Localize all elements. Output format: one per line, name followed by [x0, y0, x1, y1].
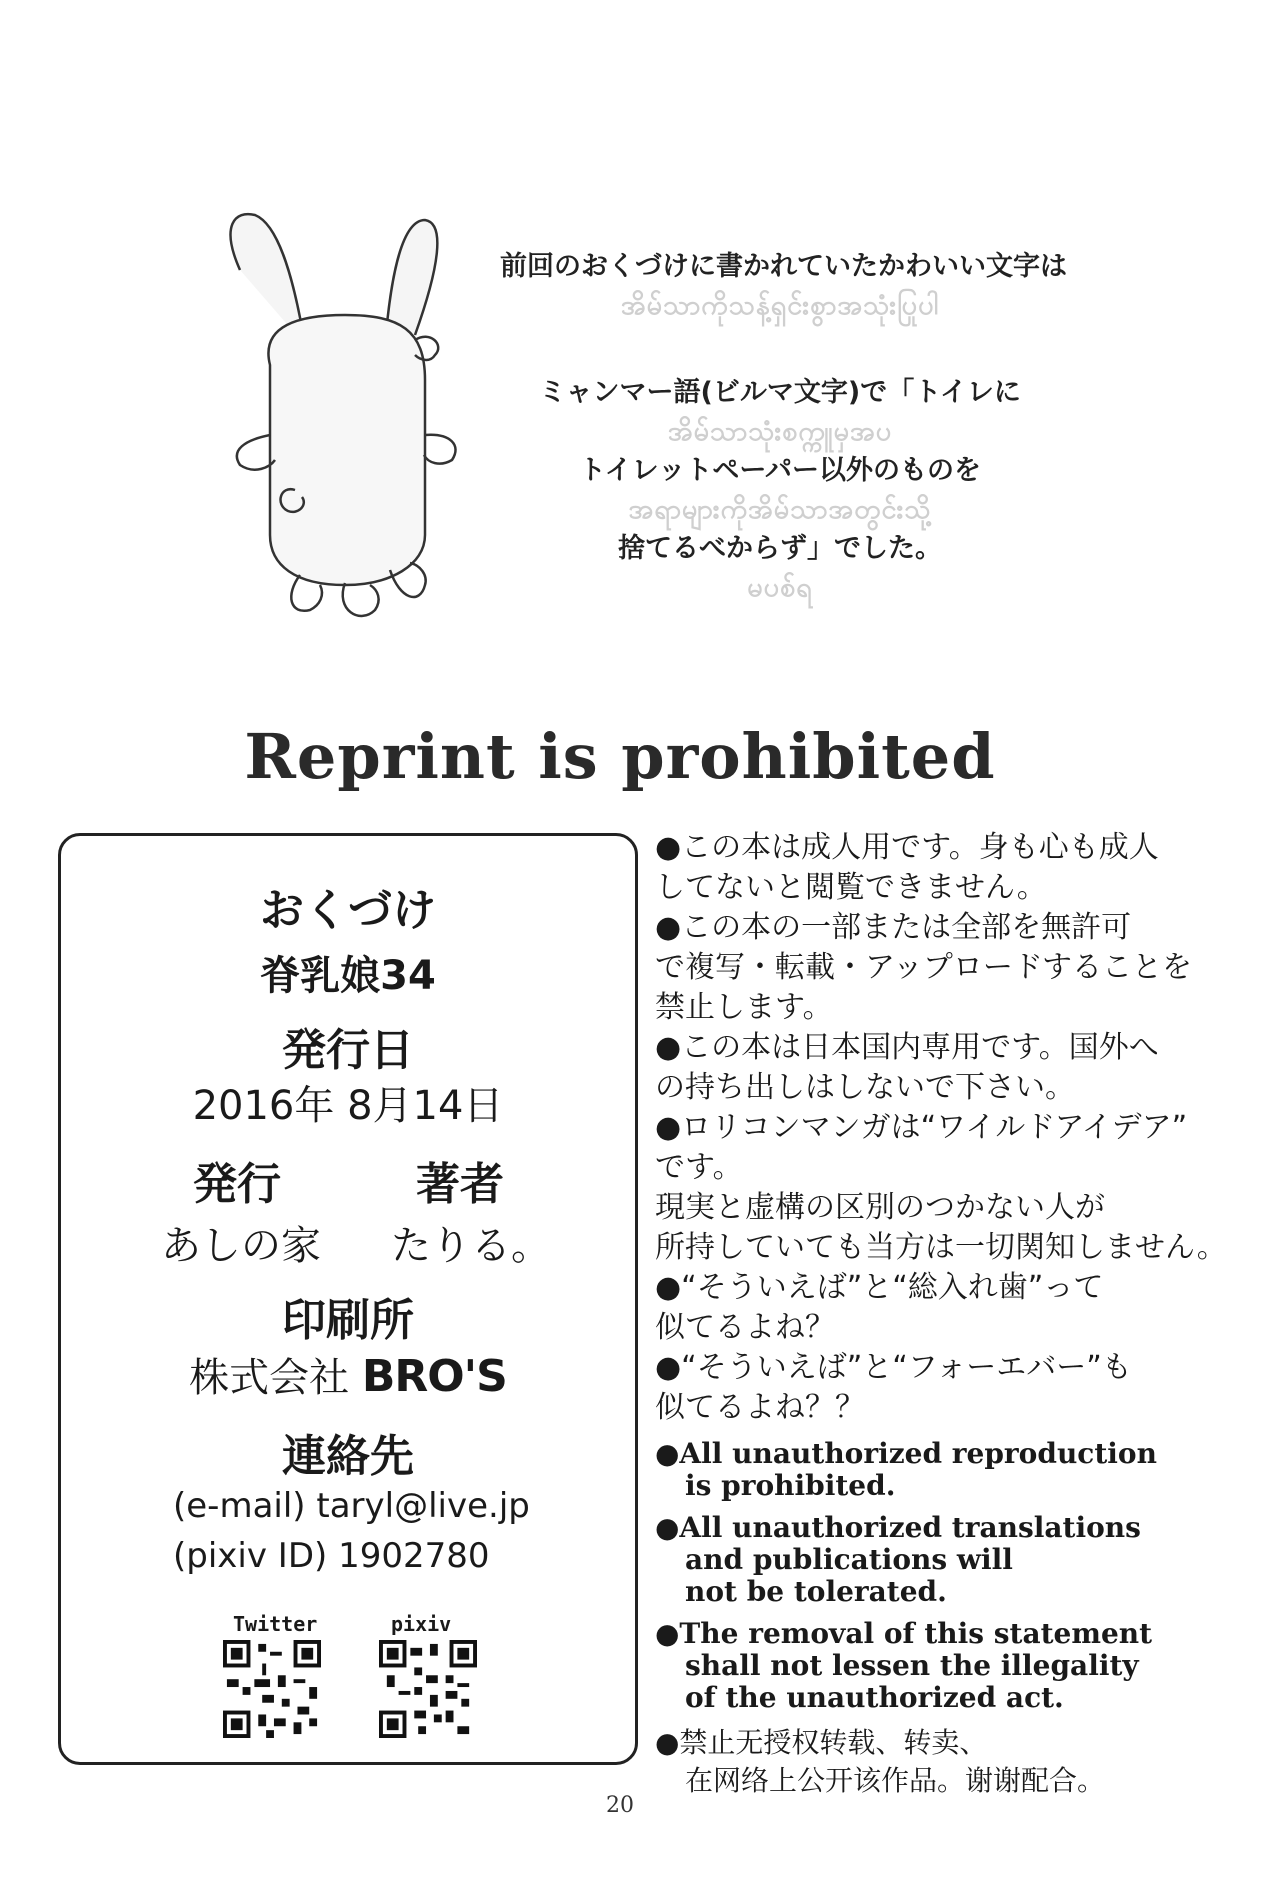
qr-pixiv-label: pixiv: [391, 1612, 452, 1636]
notice-adult-1: ●この本は成人用です。身も心も成人: [655, 830, 1159, 865]
notice-cn-1: ●禁止无授权转载、转卖、: [655, 1726, 988, 1759]
notice-wild-1: ●ロリコンマンガは“ワイルドアイデア”: [655, 1110, 1188, 1145]
burmese-text-4: မပစ်ရ: [747, 572, 813, 603]
notice-en-2b: and publications will: [685, 1543, 1013, 1576]
note-line-4: 捨てるべからず」でした。: [618, 533, 942, 564]
pixiv-qr-code-icon[interactable]: [379, 1640, 477, 1738]
note-line-2: ミャンマー語(ビルマ文字)で「トイレに: [539, 377, 1021, 408]
notice-joke-3: ●“そういえば”と“フォーエバー”も: [655, 1350, 1132, 1385]
email-contact: (e-mail) taryl@live.jp: [173, 1486, 530, 1526]
toilet-note: [500, 248, 1067, 608]
notice-copy-1: ●この本の一部または全部を無許可: [655, 910, 1132, 945]
notice-wild-3: 現実と虚構の区別のつかない人が: [655, 1190, 1105, 1225]
pixiv-id: (pixiv ID) 1902780: [173, 1536, 490, 1576]
publish-date: 2016年 8月14日: [192, 1083, 504, 1129]
notice-en-1b: is prohibited.: [685, 1469, 896, 1502]
notice-cn-2: 在网络上公开该作品。谢谢配合。: [685, 1764, 1106, 1797]
printer-name: [61, 1346, 635, 1403]
date-label: 発行日: [282, 1025, 414, 1076]
note-line-1: 前回のおくづけに書かれていたかわいい文字は: [500, 251, 1067, 282]
notice-en-2c: not be tolerated.: [685, 1575, 947, 1608]
notices-column: [655, 828, 1235, 1800]
publisher-label: 発行: [193, 1159, 281, 1210]
notice-joke-2: 似てるよね？: [655, 1310, 835, 1345]
notice-wild-4: 所持していても当方は一切関知しません。: [655, 1230, 1227, 1265]
note-line-3: トイレットペーパー以外のものを: [578, 455, 982, 486]
reprint-heading: Reprint is prohibited: [244, 720, 996, 793]
notice-joke-4: 似てるよね？？: [655, 1390, 865, 1425]
notice-copy-3: 禁止します。: [655, 990, 833, 1025]
notice-en-3a: ●The removal of this statement: [655, 1617, 1153, 1650]
notice-copy-2: で複写・転載・アップロードすることを: [655, 950, 1192, 985]
publisher-name: あしの家: [161, 1223, 321, 1269]
notice-en-1a: ●All unauthorized reproduction: [655, 1437, 1157, 1470]
qr-twitter-label: Twitter: [233, 1612, 318, 1636]
book-title: 脊乳娘34: [260, 953, 436, 999]
author-name: たりる。: [391, 1223, 551, 1269]
burmese-text-3: အရာများကိုအိမ်သာအတွင်းသို့: [628, 494, 932, 525]
author-label: 著者: [416, 1159, 504, 1210]
notice-domestic-2: の持ち出しはしないで下さい。: [655, 1070, 1075, 1105]
notice-en-2a: ●All unauthorized translations: [655, 1511, 1141, 1544]
notice-adult-2: してないと閲覧できません。: [655, 870, 1047, 905]
notice-joke-1: ●“そういえば”と“総入れ歯”って: [655, 1270, 1104, 1305]
colophon-box: [58, 833, 638, 1765]
rabbit-illustration: [200, 205, 460, 625]
colophon-title: おくづけ: [260, 885, 436, 936]
bros-logo: BRO'S: [361, 1351, 507, 1402]
notice-domestic-1: ●この本は日本国内専用です。国外へ: [655, 1030, 1159, 1065]
notice-wild-2: です。: [655, 1150, 743, 1185]
contact-label: 連絡先: [282, 1431, 414, 1482]
page-number: 20: [606, 1793, 634, 1818]
notice-en-3c: of the unauthorized act.: [685, 1681, 1064, 1714]
burmese-text-2: အိမ်သာသုံးစက္ကူမှအပ: [667, 416, 893, 447]
twitter-qr-code-icon[interactable]: [223, 1640, 321, 1738]
printer-prefix: 株式会社: [189, 1355, 362, 1401]
printer-label: 印刷所: [282, 1295, 414, 1346]
notice-en-3b: shall not lessen the illegality: [685, 1649, 1139, 1682]
burmese-text-1: အိမ်သာကိုသန့်ရှင်းစွာအသုံးပြုပါ: [620, 290, 940, 321]
